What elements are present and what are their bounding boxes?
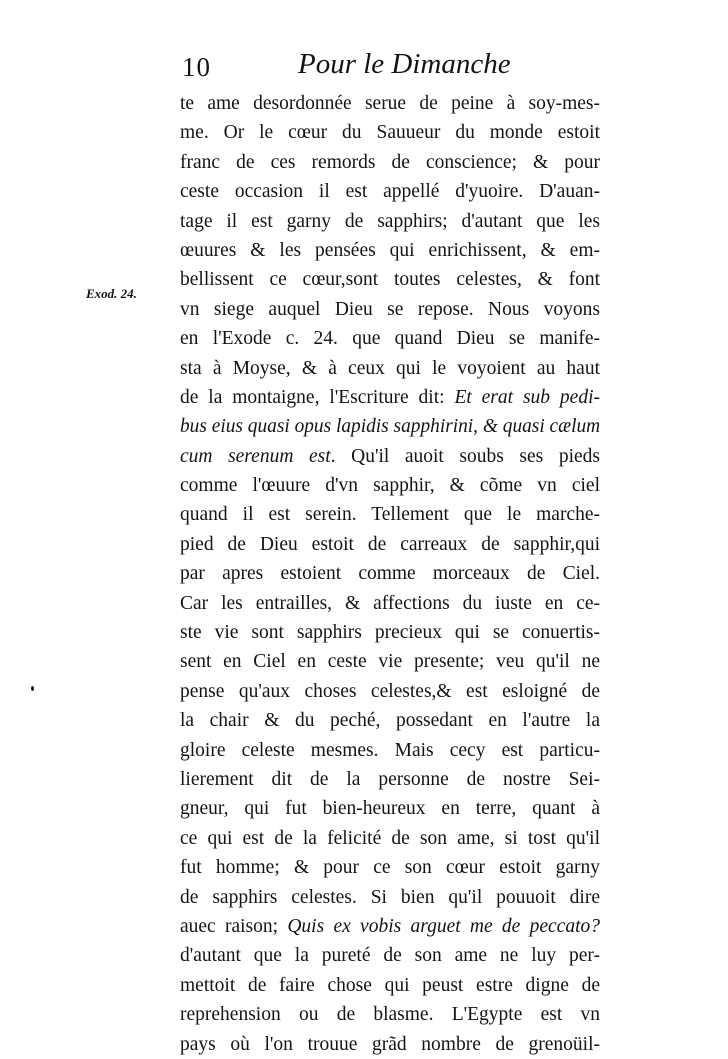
text-line xyxy=(180,265,600,294)
text-segment: pense qu'aux choses celestes,& est esloigné de xyxy=(180,680,600,702)
text-segment: me. Or le cœur du Sauueur du monde estoit xyxy=(180,122,600,144)
text-segment: d'autant que la pureté de son ame ne luy per- xyxy=(180,945,600,967)
page-number: 10 xyxy=(182,52,211,82)
text-line xyxy=(180,618,600,647)
text-segment: de la montaigne, l'Escriture dit: xyxy=(180,386,455,408)
text-line xyxy=(180,1000,600,1029)
text-segment: tage il est garny de sapphirs; d'autant que les xyxy=(180,210,600,232)
text-line xyxy=(180,912,600,941)
text-line xyxy=(180,354,600,383)
margin-note: Exod. 24. xyxy=(86,286,137,301)
latin-quotation: cum serenum est xyxy=(180,445,331,467)
text-line xyxy=(180,971,600,1000)
running-head xyxy=(182,48,512,88)
text-segment: vn siege auquel Dieu se repose. Nous voyons xyxy=(180,298,600,320)
text-segment: franc de ces remords de conscience; & pour xyxy=(180,151,600,173)
text-segment: sta à Moyse, & à ceux qui le voyoient au haut xyxy=(180,357,600,379)
text-line xyxy=(180,236,600,265)
text-segment: gloire celeste mesmes. Mais cecy est particu- xyxy=(180,739,600,761)
text-line xyxy=(180,295,600,324)
text-segment: pied de Dieu estoit de carreaux de sapphir,qui xyxy=(180,533,600,555)
text-segment: de sapphirs celestes. Si bien qu'il pouuoit dire xyxy=(180,886,600,908)
text-segment: bellissent ce cœur,sont toutes celestes, & font xyxy=(180,269,600,291)
text-line xyxy=(180,736,600,765)
text-line xyxy=(180,118,600,147)
text-line xyxy=(180,412,601,441)
text-segment: sent en Ciel en ceste vie presente; veu qu'il ne xyxy=(180,651,600,673)
text-segment: reprehension ou de blasme. L'Egypte est vn xyxy=(180,1004,600,1026)
text-line xyxy=(180,794,600,823)
text-segment: ceste occasion il est appellé d'yuoire. D'auan- xyxy=(180,181,600,203)
text-segment: Car les entrailles, & affections du iuste en ce- xyxy=(180,592,600,614)
text-segment: . Qu'il auoit soubs ses pieds xyxy=(330,445,601,467)
text-segment: auec raison; xyxy=(180,915,288,937)
text-line xyxy=(180,853,600,882)
running-title: Pour le Dimanche xyxy=(298,48,511,80)
text-segment: ste vie sont sapphirs precieux qui se conuertis- xyxy=(180,622,600,644)
text-segment: pays où l'on trouue grãd nombre de grenoüil- xyxy=(180,1033,600,1055)
text-line xyxy=(180,589,600,618)
text-segment: lierement dit de la personne de nostre Sei- xyxy=(180,768,600,790)
text-segment: en l'Exode c. 24. que quand Dieu se manife- xyxy=(180,328,600,350)
text-line xyxy=(180,530,600,559)
text-line xyxy=(180,442,600,471)
text-segment: fut homme; & pour ce son cœur estoit garny xyxy=(180,857,600,879)
text-line xyxy=(180,559,600,588)
text-segment: par apres estoient comme morceaux de Ciel. xyxy=(180,563,600,585)
latin-quotation: Quis ex vobis arguet me de peccato? xyxy=(287,915,600,937)
text-line xyxy=(180,177,600,206)
text-line xyxy=(180,148,600,177)
text-segment: te ame desordonnée serue de peine à soy-mes- xyxy=(180,93,600,114)
text-line xyxy=(180,324,600,353)
latin-quotation: bus eius quasi opus lapidis sapphirini, & quasi cælum xyxy=(180,416,601,438)
text-line xyxy=(180,500,600,529)
text-line xyxy=(180,706,600,735)
text-line xyxy=(180,824,600,853)
text-line xyxy=(180,647,600,676)
text-segment: quand il est serein. Tellement que le marche- xyxy=(180,504,600,526)
body-text xyxy=(180,89,600,1059)
latin-quotation: Et erat sub pedi- xyxy=(454,386,600,408)
text-segment: comme l'œuure d'vn sapphir, & cõme vn ciel xyxy=(180,475,600,497)
ink-speck xyxy=(31,686,34,691)
text-line xyxy=(180,471,600,500)
text-line xyxy=(180,1030,600,1059)
text-line xyxy=(180,883,600,912)
text-line xyxy=(180,89,600,118)
text-line xyxy=(180,383,600,412)
text-segment: mettoit de faire chose qui peust estre digne de xyxy=(180,974,600,996)
text-segment: gneur, qui fut bien-heureux en terre, quant à xyxy=(180,798,600,820)
text-line xyxy=(180,941,600,970)
text-segment: la chair & du peché, possedant en l'autre la xyxy=(180,710,600,732)
text-segment: ce qui est de la felicité de son ame, si tost qu'il xyxy=(180,827,600,849)
text-line xyxy=(180,207,600,236)
text-line xyxy=(180,677,600,706)
text-segment: œuures & les pensées qui enrichissent, & em- xyxy=(180,239,600,261)
text-line xyxy=(180,765,600,794)
